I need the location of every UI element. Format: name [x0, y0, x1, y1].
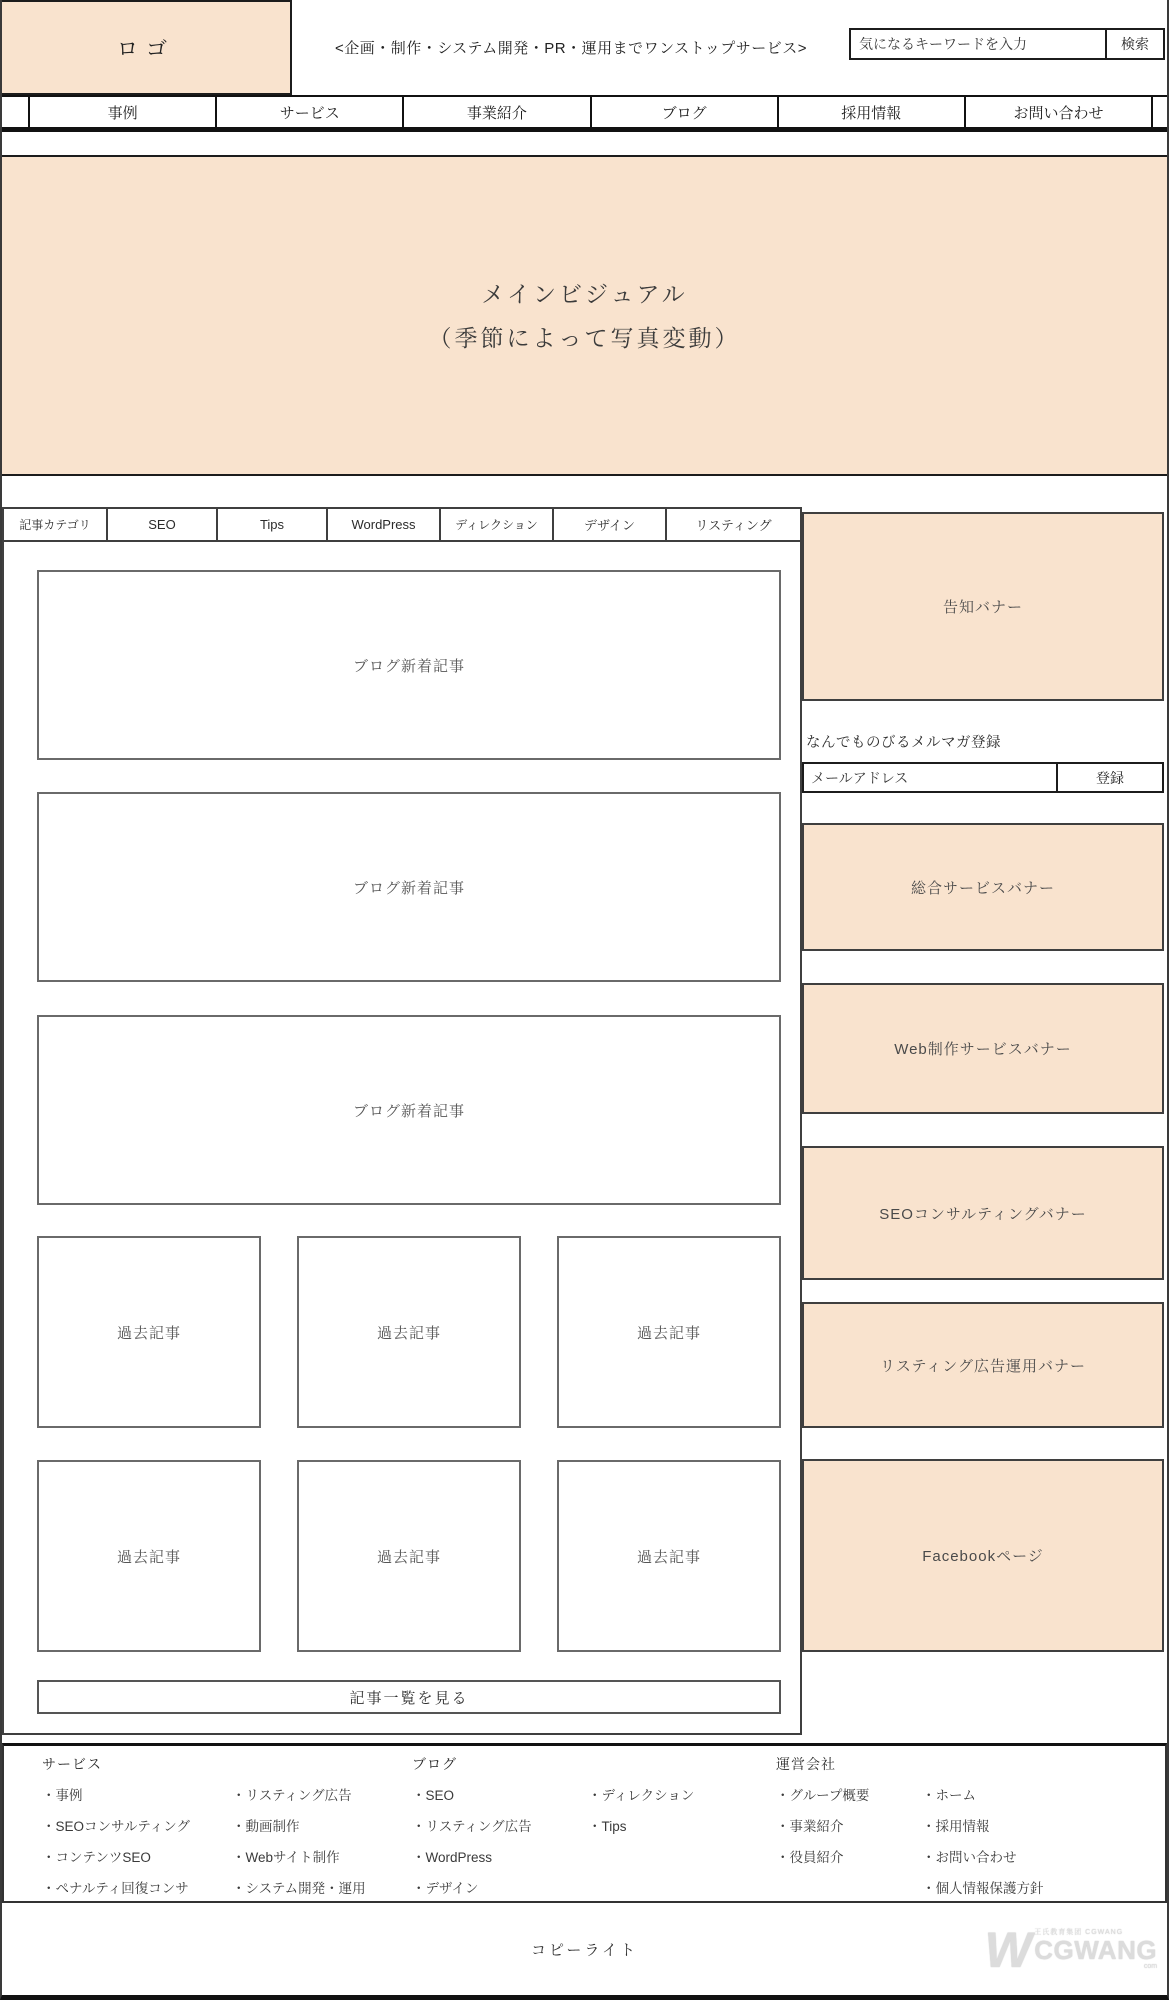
watermark-sub-text: com [1143, 1963, 1158, 1970]
footer-heading [588, 1754, 776, 1780]
main-nav [0, 95, 1169, 132]
footer-link[interactable]: ・ディレクション [588, 1788, 695, 1803]
tab-listing[interactable]: リスティング [695, 518, 772, 533]
footer-link[interactable]: ・コンテンツSEO [42, 1850, 151, 1865]
footer-link[interactable]: ・ペナルティ回復コンサ [42, 1881, 189, 1896]
past-post-card[interactable]: 過去記事 [557, 1460, 781, 1652]
logo[interactable]: ロゴ [0, 0, 292, 95]
footer-link[interactable]: ・SEOコンサルティング [42, 1819, 190, 1834]
footer-heading: 運営会社 [776, 1756, 836, 1772]
footer-heading [922, 1754, 1102, 1780]
footer-link[interactable]: ・グループ概要 [776, 1788, 870, 1803]
new-post-card[interactable]: ブログ新着記事 [37, 1015, 781, 1205]
footer [2, 1743, 1167, 1903]
footer-column-blog [412, 1754, 588, 1901]
search-button[interactable]: 検索 [1105, 30, 1163, 58]
nav-item-recruit[interactable]: 採用情報 [779, 97, 966, 127]
footer-link[interactable]: ・デザイン [412, 1881, 479, 1896]
main-visual [0, 155, 1169, 476]
footer-column-services [42, 1754, 232, 1901]
footer-link[interactable]: ・ホーム [922, 1788, 976, 1803]
past-post-card[interactable]: 過去記事 [37, 1460, 261, 1652]
tab-tips[interactable]: Tips [218, 509, 328, 540]
footer-column-blog-2 [588, 1754, 776, 1901]
tab-seo[interactable]: SEO [108, 509, 218, 540]
nav-item-contact[interactable]: お問い合わせ [966, 97, 1153, 127]
footer-link[interactable]: ・リスティング広告 [412, 1819, 532, 1834]
past-post-card[interactable]: 過去記事 [297, 1236, 521, 1428]
listing-ads-banner[interactable]: リスティング広告運用バナー [802, 1302, 1164, 1428]
footer-link[interactable]: ・役員紹介 [776, 1850, 844, 1865]
web-production-banner[interactable]: Web制作サービスバナー [802, 983, 1164, 1114]
footer-link[interactable]: ・お問い合わせ [922, 1850, 1017, 1865]
header-tagline: <企画・制作・システム開発・PR・運用までワンストップサービス> [335, 40, 807, 57]
footer-heading: サービス [42, 1756, 102, 1772]
newsletter-label: なんでものびるメルマガ登録 [806, 735, 1001, 751]
nav-item-business[interactable]: 事業紹介 [404, 97, 591, 127]
footer-link[interactable]: ・動画制作 [232, 1819, 300, 1834]
past-post-card[interactable]: 過去記事 [557, 1236, 781, 1428]
notice-banner[interactable]: 告知バナー [802, 512, 1164, 701]
footer-column-services-2 [232, 1754, 412, 1901]
past-post-card[interactable]: 過去記事 [37, 1236, 261, 1428]
footer-link[interactable]: ・WordPress [412, 1850, 493, 1865]
past-post-card[interactable]: 過去記事 [297, 1460, 521, 1652]
register-button[interactable]: 登録 [1056, 764, 1162, 791]
tab-direction[interactable]: ディレクション [441, 509, 554, 540]
nav-item-blog[interactable]: ブログ [592, 97, 779, 127]
new-post-card[interactable]: ブログ新着記事 [37, 792, 781, 982]
copyright-text: コピーライト [531, 1941, 638, 1959]
footer-heading: ブログ [412, 1756, 457, 1772]
footer-link[interactable]: ・システム開発・運用 [232, 1881, 366, 1896]
newsletter-form [802, 762, 1164, 793]
nav-spacer-right [1151, 97, 1169, 127]
watermark-w-icon: W [980, 1922, 1038, 1978]
search-input[interactable] [851, 30, 1105, 58]
footer-link[interactable]: ・事業紹介 [776, 1819, 844, 1834]
footer-link[interactable]: ・Webサイト制作 [232, 1850, 340, 1865]
email-input[interactable] [804, 764, 1056, 791]
tab-wordpress[interactable]: WordPress [328, 509, 441, 540]
watermark-main-text: CGWANG [1034, 1935, 1158, 1965]
footer-link[interactable]: ・個人情報保護方針 [922, 1881, 1044, 1896]
footer-link[interactable]: ・SEO [412, 1788, 455, 1803]
facebook-page-banner[interactable]: Facebookページ [802, 1459, 1164, 1652]
footer-link[interactable]: ・事例 [42, 1788, 83, 1803]
view-all-articles-button[interactable]: 記事一覧を見る [37, 1680, 781, 1714]
general-services-banner[interactable]: 総合サービスバナー [802, 823, 1164, 951]
nav-item-cases[interactable]: 事例 [30, 97, 217, 127]
category-tabs [4, 509, 800, 542]
main-visual-line2: （季節によって写真変動） [428, 324, 741, 351]
footer-link[interactable]: ・Tips [588, 1819, 627, 1834]
new-post-card[interactable]: ブログ新着記事 [37, 570, 781, 760]
footer-column-company-2 [922, 1754, 1102, 1901]
footer-column-company [776, 1754, 922, 1901]
tab-design[interactable]: デザイン [554, 509, 667, 540]
search-box [849, 28, 1165, 60]
main-visual-line1: メインビジュアル [481, 280, 688, 307]
footer-heading [232, 1754, 412, 1780]
nav-spacer-left [0, 97, 30, 127]
nav-item-services[interactable]: サービス [217, 97, 404, 127]
blog-content-panel [2, 507, 802, 1735]
copyright-bar [0, 1903, 1169, 1995]
tab-article-category[interactable]: 記事カテゴリ [4, 509, 108, 540]
seo-consulting-banner[interactable]: SEOコンサルティングバナー [802, 1146, 1164, 1280]
watermark-small-text: 王氏教育集团 CGWANG [1034, 1929, 1124, 1936]
footer-link[interactable]: ・リスティング広告 [232, 1788, 352, 1803]
footer-link[interactable]: ・採用情報 [922, 1819, 990, 1834]
